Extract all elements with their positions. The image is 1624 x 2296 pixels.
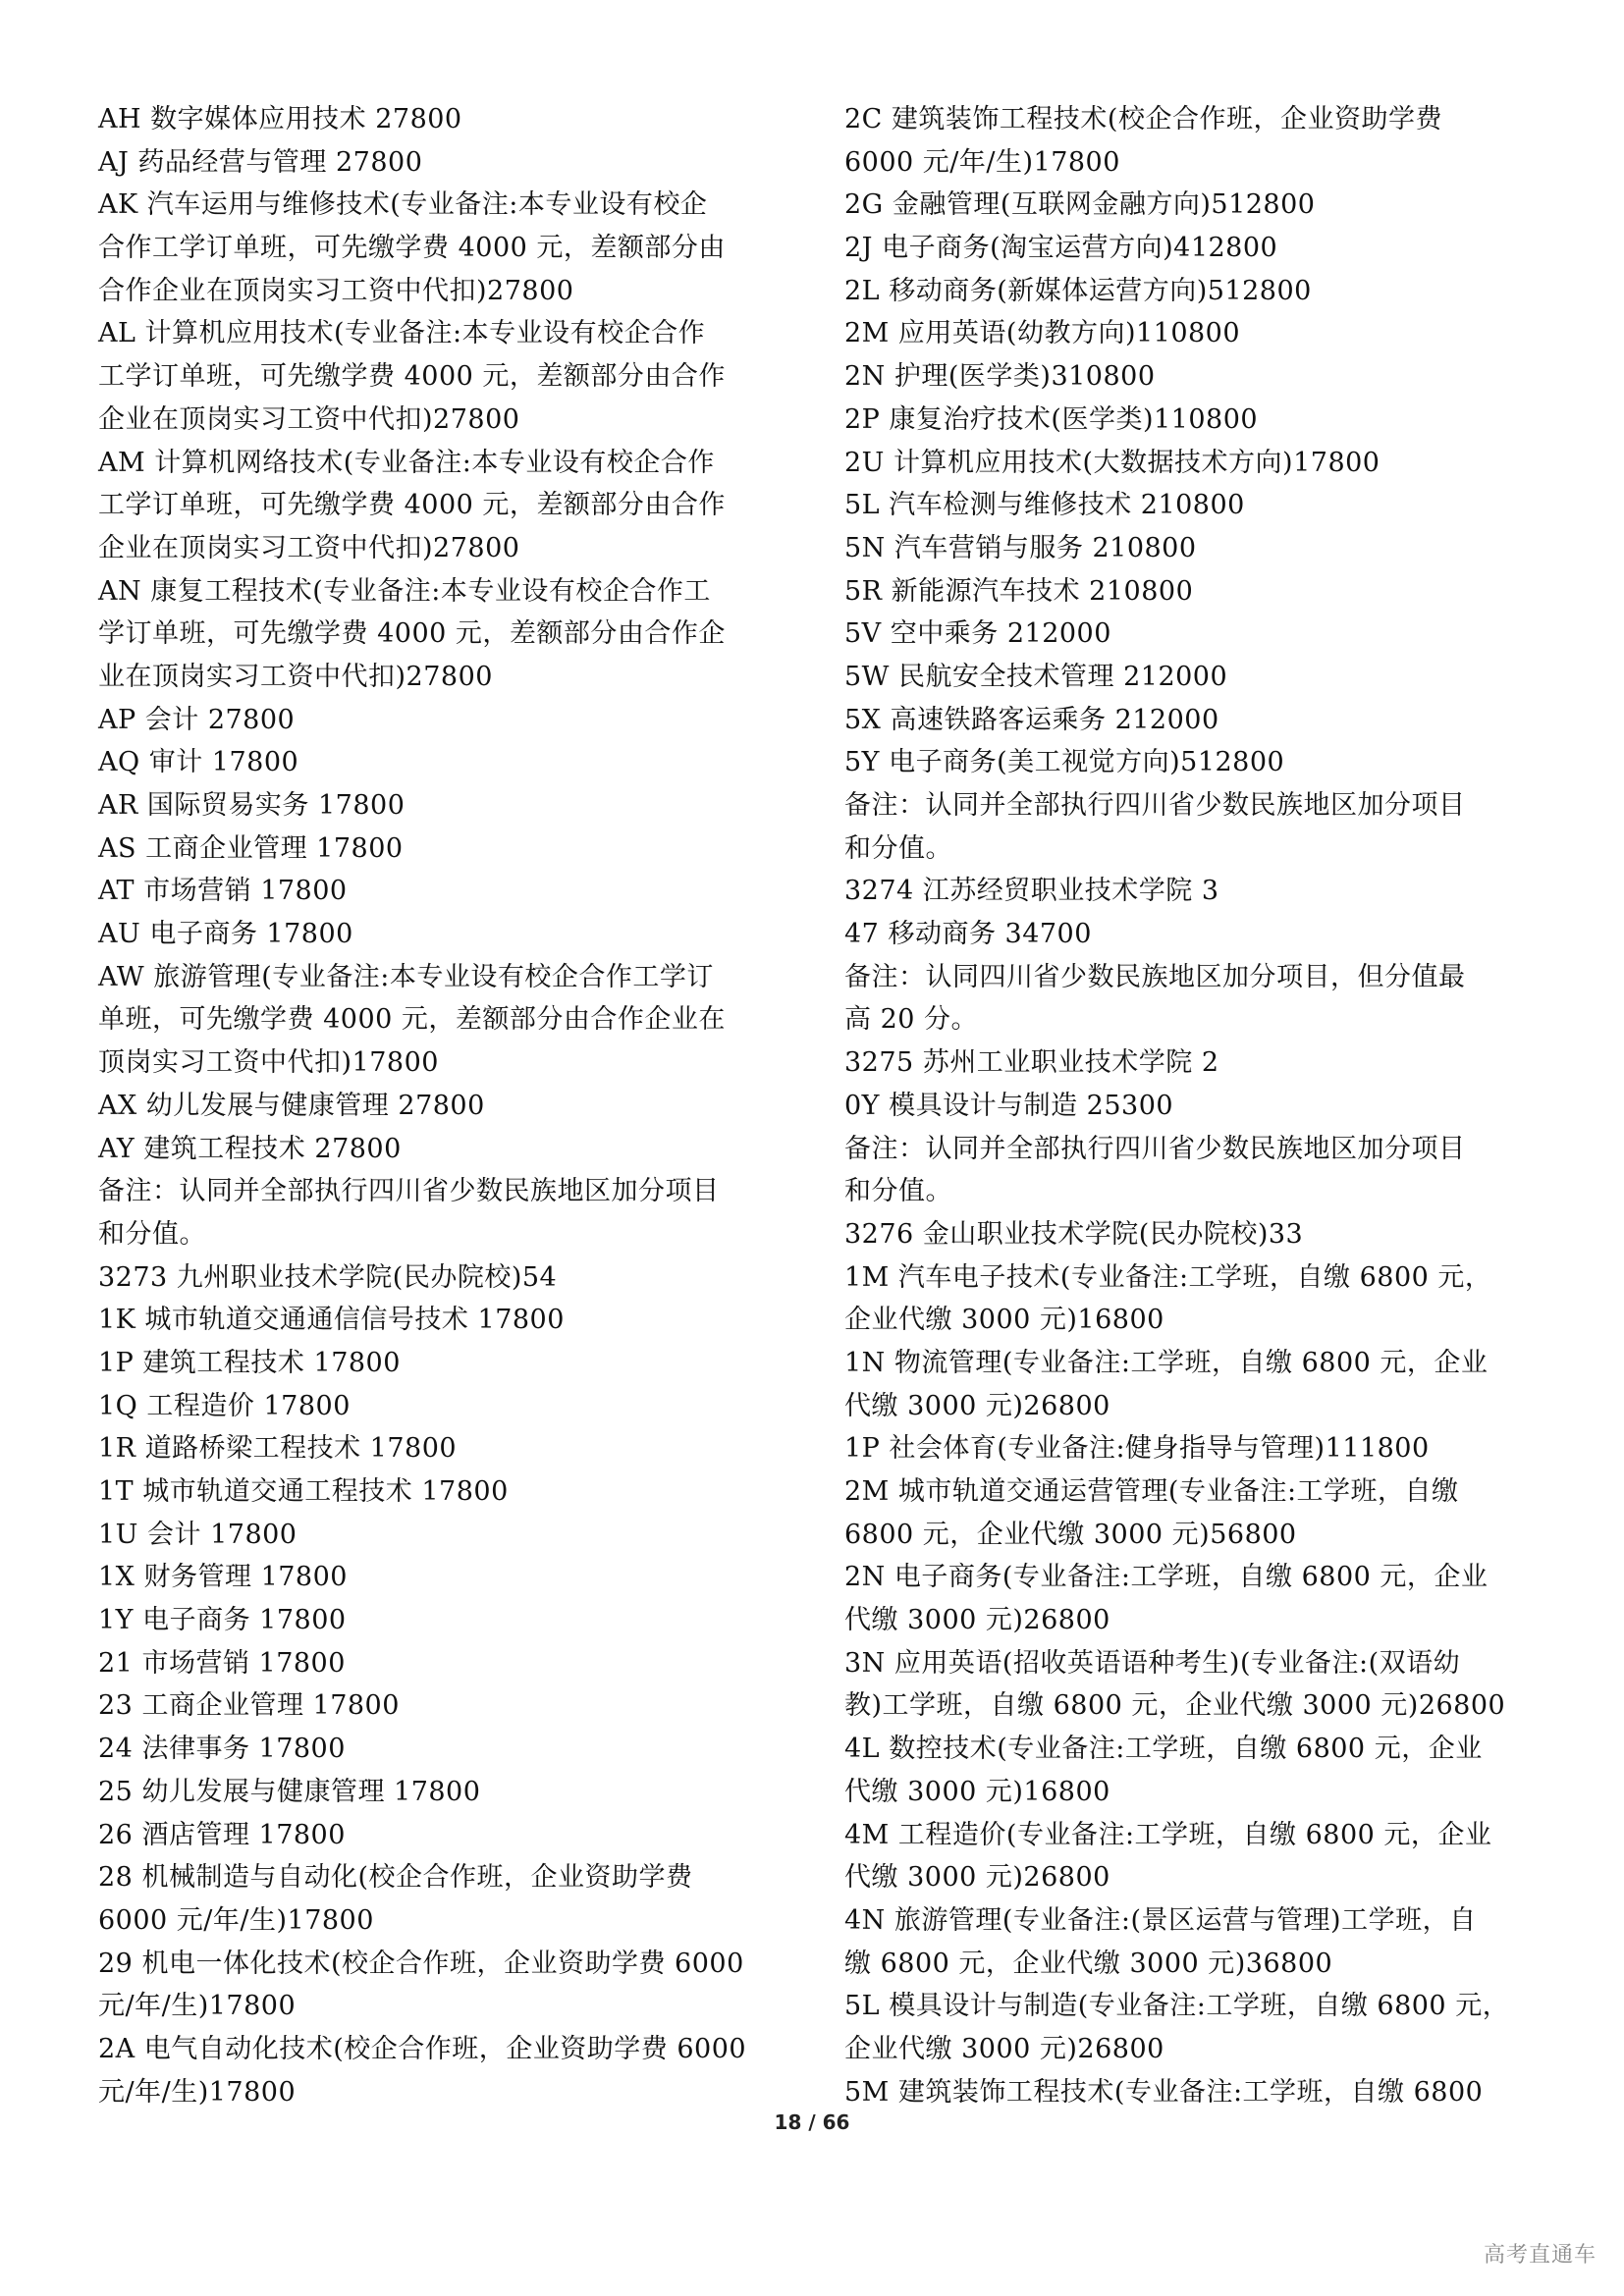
text-line: 1R 道路桥梁工程技术 17800 xyxy=(98,1433,458,1465)
text-line: 4M 工程造价(专业备注:工学班，自缴 6800 元，企业 xyxy=(844,1819,1492,1850)
text-line: 23 工商企业管理 17800 xyxy=(98,1690,400,1722)
text-line: 高 20 分。 xyxy=(844,1004,979,1036)
text-line: 28 机械制造与自动化(校企合作班，企业资助学费 xyxy=(98,1862,693,1894)
text-line: AS 工商企业管理 17800 xyxy=(98,832,404,864)
text-line: 学订单班，可先缴学费 4000 元，差额部分由合作企 xyxy=(98,618,726,650)
text-line: 47 移动商务 34700 xyxy=(844,919,1092,950)
text-line: 2P 康复治疗技术(医学类)110800 xyxy=(844,403,1259,435)
text-line: 2G 金融管理(互联网金融方向)512800 xyxy=(844,189,1316,221)
text-line: 3274 江苏经贸职业技术学院 3 xyxy=(844,876,1219,907)
text-line: 5R 新能源汽车技术 210800 xyxy=(844,575,1194,607)
text-line: AM 计算机网络技术(专业备注:本专业设有校企合作 xyxy=(98,447,715,478)
text-line: 1Q 工程造价 17800 xyxy=(98,1390,351,1421)
text-line: 5X 高速铁路客运乘务 212000 xyxy=(844,704,1219,735)
text-line: AK 汽车运用与维修技术(专业备注:本专业设有校企 xyxy=(98,189,708,221)
text-line: 6000 元/年/生)17800 xyxy=(844,146,1120,178)
text-line: 3N 应用英语(招收英语语种考生)(专业备注:(双语幼 xyxy=(844,1647,1461,1679)
text-line: AH 数字媒体应用技术 27800 xyxy=(98,104,462,134)
text-line: AT 市场营销 17800 xyxy=(98,876,348,907)
text-line: 6000 元/年/生)17800 xyxy=(98,1904,374,1936)
text-line: 2M 应用英语(幼教方向)110800 xyxy=(844,318,1241,349)
text-line: 备注：认同并全部执行四川省少数民族地区加分项目 xyxy=(844,790,1466,821)
text-line: 合作企业在顶岗实习工资中代扣)27800 xyxy=(98,275,574,306)
text-line: 单班，可先缴学费 4000 元，差额部分由合作企业在 xyxy=(98,1004,726,1036)
text-line: 顶岗实习工资中代扣)17800 xyxy=(98,1047,439,1079)
text-line: 元/年/生)17800 xyxy=(98,1991,297,2022)
text-line: 1U 会计 17800 xyxy=(98,1519,298,1550)
text-line: 元/年/生)17800 xyxy=(98,2076,297,2108)
text-line: AU 电子商务 17800 xyxy=(98,919,353,950)
text-line: 3275 苏州工业职业技术学院 2 xyxy=(844,1047,1219,1079)
text-line: 代缴 3000 元)26800 xyxy=(844,1390,1110,1421)
text-line: 4N 旅游管理(专业备注:(景区运营与管理)工学班，自 xyxy=(844,1904,1477,1936)
text-line: 24 法律事务 17800 xyxy=(98,1734,346,1765)
text-line: 5L 汽车检测与维修技术 210800 xyxy=(844,490,1245,521)
text-line: 2C 建筑装饰工程技术(校企合作班，企业资助学费 xyxy=(844,104,1442,134)
text-line: AY 建筑工程技术 27800 xyxy=(98,1133,402,1164)
text-line: 合作工学订单班，可先缴学费 4000 元，差额部分由 xyxy=(98,233,726,264)
text-line: 21 市场营销 17800 xyxy=(98,1647,346,1679)
text-line: AP 会计 27800 xyxy=(98,704,296,735)
text-line: 5V 空中乘务 212000 xyxy=(844,618,1111,650)
text-line: 2L 移动商务(新媒体运营方向)512800 xyxy=(844,275,1312,306)
text-line: 5Y 电子商务(美工视觉方向)512800 xyxy=(844,747,1285,778)
text-line: 2A 电气自动化技术(校企合作班，企业资助学费 6000 xyxy=(98,2033,747,2064)
text-line: 1P 建筑工程技术 17800 xyxy=(98,1347,401,1378)
text-line: 缴 6800 元，企业代缴 3000 元)36800 xyxy=(844,1948,1333,1979)
text-line: 和分值。 xyxy=(844,832,952,864)
text-line: 备注：认同并全部执行四川省少数民族地区加分项目 xyxy=(844,1133,1466,1164)
text-line: 1Y 电子商务 17800 xyxy=(98,1605,347,1636)
text-line: 1P 社会体育(专业备注:健身指导与管理)111800 xyxy=(844,1433,1430,1465)
text-line: 3273 九州职业技术学院(民办院校)54 xyxy=(98,1261,558,1293)
text-line: 1T 城市轨道交通工程技术 17800 xyxy=(98,1476,509,1507)
text-line: 6800 元，企业代缴 3000 元)56800 xyxy=(844,1519,1297,1550)
text-line: 企业在顶岗实习工资中代扣)27800 xyxy=(98,532,520,563)
text-line: 1N 物流管理(专业备注:工学班，自缴 6800 元，企业 xyxy=(844,1347,1489,1378)
left-column xyxy=(98,98,791,2113)
text-line: 1M 汽车电子技术(专业备注:工学班，自缴 6800 元， xyxy=(844,1261,1492,1293)
text-line: 业在顶岗实习工资中代扣)27800 xyxy=(98,661,493,692)
text-line: 备注：认同四川省少数民族地区加分项目，但分值最 xyxy=(844,961,1466,992)
text-line: 代缴 3000 元)16800 xyxy=(844,1776,1110,1807)
text-line: AR 国际贸易实务 17800 xyxy=(98,790,406,821)
text-line: 5W 民航安全技术管理 212000 xyxy=(844,661,1228,692)
text-line: 备注：认同并全部执行四川省少数民族地区加分项目 xyxy=(98,1176,720,1207)
text-line: 企业代缴 3000 元)16800 xyxy=(844,1305,1164,1336)
text-line: 2J 电子商务(淘宝运营方向)412800 xyxy=(844,233,1278,264)
text-line: 代缴 3000 元)26800 xyxy=(844,1605,1110,1636)
page-number: 18 / 66 xyxy=(774,2110,850,2134)
text-line: 2M 城市轨道交通运营管理(专业备注:工学班，自缴 xyxy=(844,1476,1459,1507)
text-line: 工学订单班，可先缴学费 4000 元，差额部分由合作 xyxy=(98,490,726,521)
text-line: 25 幼儿发展与健康管理 17800 xyxy=(98,1776,481,1807)
text-line: 2U 计算机应用技术(大数据技术方向)17800 xyxy=(844,447,1380,478)
text-line: 3276 金山职业技术学院(民办院校)33 xyxy=(844,1218,1304,1250)
text-line: AQ 审计 17800 xyxy=(98,747,299,778)
right-column xyxy=(844,98,1538,2113)
text-line: AN 康复工程技术(专业备注:本专业设有校企合作工 xyxy=(98,575,711,607)
text-line: AW 旅游管理(专业备注:本专业设有校企合作工学订 xyxy=(98,961,714,992)
text-line: 企业在顶岗实习工资中代扣)27800 xyxy=(98,403,520,435)
text-line: AJ 药品经营与管理 27800 xyxy=(98,146,423,178)
text-line: 教)工学班，自缴 6800 元，企业代缴 3000 元)26800 xyxy=(844,1690,1506,1722)
text-line: 5M 建筑装饰工程技术(专业备注:工学班，自缴 6800 xyxy=(844,2076,1484,2108)
text-line: 工学订单班，可先缴学费 4000 元，差额部分由合作 xyxy=(98,361,726,393)
watermark-logo: 高考直通车 xyxy=(1483,2243,1597,2268)
text-line: 和分值。 xyxy=(844,1176,952,1207)
text-line: 26 酒店管理 17800 xyxy=(98,1819,346,1850)
text-line: 2N 护理(医学类)310800 xyxy=(844,361,1156,393)
text-line: 4L 数控技术(专业备注:工学班，自缴 6800 元，企业 xyxy=(844,1734,1483,1765)
text-line: 代缴 3000 元)26800 xyxy=(844,1862,1110,1894)
text-line: 5N 汽车营销与服务 210800 xyxy=(844,532,1197,563)
text-line: 5L 模具设计与制造(专业备注:工学班，自缴 6800 元， xyxy=(844,1991,1510,2022)
text-line: 1K 城市轨道交通通信信号技术 17800 xyxy=(98,1305,565,1336)
text-line: 1X 财务管理 17800 xyxy=(98,1562,348,1593)
text-line: AL 计算机应用技术(专业备注:本专业设有校企合作 xyxy=(98,318,706,349)
text-line: 企业代缴 3000 元)26800 xyxy=(844,2033,1164,2064)
text-line: 和分值。 xyxy=(98,1218,206,1250)
text-line: AX 幼儿发展与健康管理 27800 xyxy=(98,1090,485,1121)
text-line: 2N 电子商务(专业备注:工学班，自缴 6800 元，企业 xyxy=(844,1562,1489,1593)
text-line: 0Y 模具设计与制造 25300 xyxy=(844,1090,1174,1121)
text-line: 29 机电一体化技术(校企合作班，企业资助学费 6000 xyxy=(98,1948,744,1979)
